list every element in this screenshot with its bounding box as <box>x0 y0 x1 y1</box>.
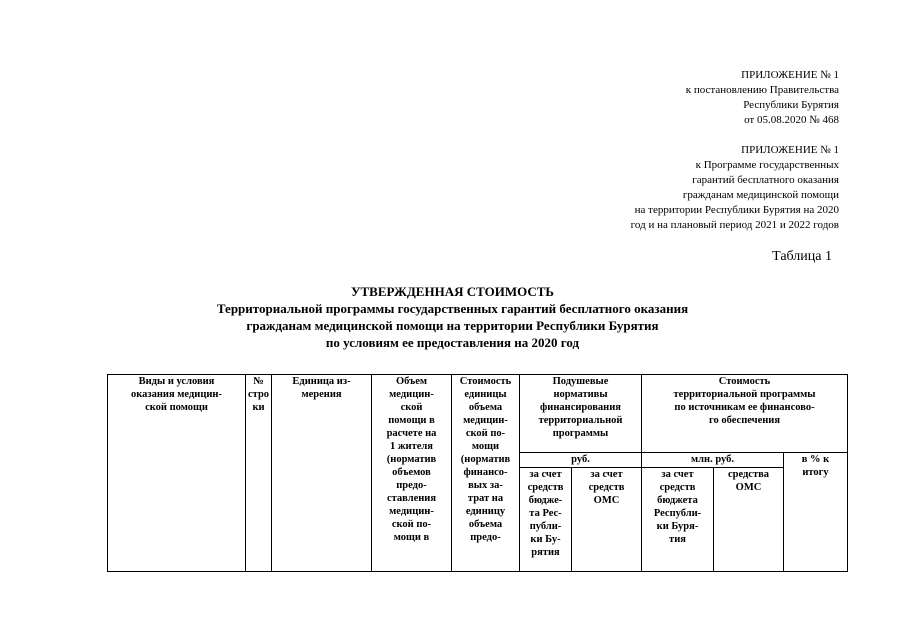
annex2-line3: гарантий бесплатного оказания <box>692 174 839 186</box>
document-title <box>0 283 905 351</box>
header-row-number: № стро ки <box>246 375 272 572</box>
annex1-line2: к постановлению Правительства <box>685 84 839 96</box>
annex-header-resolution <box>686 68 839 128</box>
header-kinds-conditions: Виды и условия оказания медицин- ской помощи <box>108 375 246 572</box>
table-label: Таблица 1 <box>772 249 832 264</box>
header-unit: Единица из- мерения <box>272 375 372 572</box>
header-volume: Объем медицин- ской помощи в расчете на 1 жителя (норматив объемов предо- ставления медицин- ской по- мощи в <box>372 375 452 572</box>
header-budget-mln: за счет средств бюджета Республи- ки Буря- тия <box>642 468 714 572</box>
header-unit-rub: руб. <box>520 453 642 468</box>
annex2-line5: на территории Республики Бурятия на 2020 <box>634 204 839 216</box>
annex2-line6: год и на плановый период 2021 и 2022 годов <box>630 219 839 231</box>
annex-header-program <box>631 143 839 233</box>
title-line2: Территориальной программы государственных гарантий бесплатного оказания <box>216 301 689 316</box>
header-unit-cost: Стоимость единицы объема медицин- ской по- мощи (норматив финансо- вых за- трат на единицу объема предо- <box>452 375 520 572</box>
title-line3: гражданам медицинской помощи на территории Республики Бурятия <box>246 318 659 333</box>
annex2-line4: гражданам медицинской помощи <box>682 189 839 201</box>
header-program-cost: Стоимость территориальной программы по источникам ее финансово- го обеспечения <box>642 375 848 453</box>
cost-table <box>107 374 848 572</box>
header-oms-rub: за счет средств ОМС <box>572 468 642 572</box>
annex1-line1: ПРИЛОЖЕНИЕ № 1 <box>741 69 839 81</box>
annex1-line3: Республики Бурятия <box>743 99 839 111</box>
header-percent-total: в % к итогу <box>784 453 848 572</box>
header-budget-rub: за счет средств бюдже- та Рес- публи- ки Бу- рятия <box>520 468 572 572</box>
header-oms-mln: средства ОМС <box>714 468 784 572</box>
title-line4: по условиям ее предоставления на 2020 год <box>325 335 580 350</box>
header-unit-mln-rub: млн. руб. <box>642 453 784 468</box>
annex2-line2: к Программе государственных <box>695 159 839 171</box>
header-per-capita-norms: Подушевые нормативы финансирования территориальной программы <box>520 375 642 453</box>
annex2-line1: ПРИЛОЖЕНИЕ № 1 <box>741 144 839 156</box>
title-line1: УТВЕРЖДЕННАЯ СТОИМОСТЬ <box>350 284 555 299</box>
annex1-line4: от 05.08.2020 № 468 <box>744 114 839 126</box>
